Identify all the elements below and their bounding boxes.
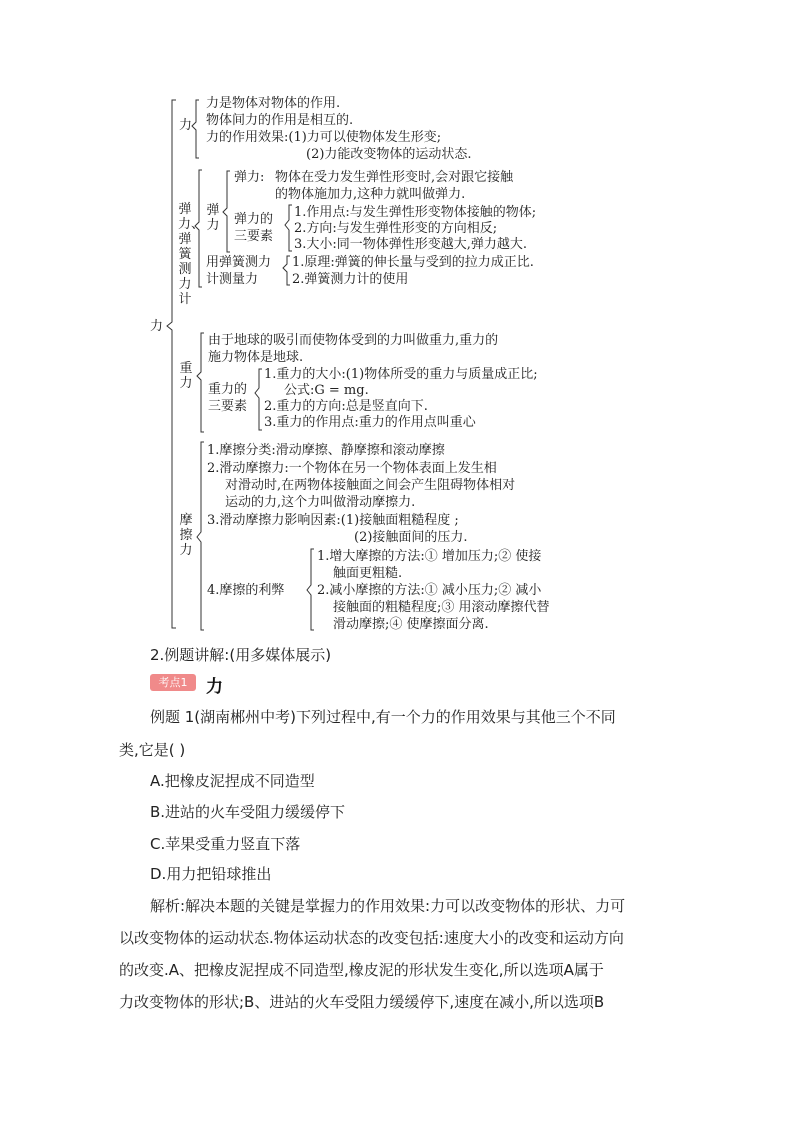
tanli-element-1: 1.作用点:与发生弹性形变物体接触的物体;	[294, 205, 537, 220]
analysis-line-2: 以改变物体的运动状态.物体运动状态的改变包括:速度大小的改变和运动方向	[119, 929, 624, 947]
li-line-1: 力是物体对物体的作用.	[206, 96, 341, 111]
mocali-line-4: 运动的力,这个力叫做滑动摩擦力.	[225, 495, 416, 510]
zhongli-point: 3.重力的作用点:重力的作用点叫重心	[264, 415, 476, 430]
tanli-elements-label-1: 弹力的	[234, 212, 274, 227]
tanli-element-2: 2.方向:与发生弹性形变的方向相反;	[294, 221, 498, 236]
option-d: D.用力把铅球推出	[150, 865, 272, 883]
mocali-decrease-1: 2.减小摩擦的方法:① 减小压力;② 减小	[317, 583, 542, 598]
mocali-line-6: (2)接触面间的压力.	[354, 530, 468, 545]
spring-item-2: 2.弹簧测力计的使用	[292, 272, 409, 287]
tanli-def-2: 的物体施加力,这种力就叫做弹力.	[275, 187, 466, 202]
question-stem-2: 类,它是( )	[119, 741, 186, 759]
spring-label-1: 用弹簧测力	[206, 255, 272, 270]
zhongli-size: 1.重力的大小:(1)物体所受的重力与质量成正比;	[264, 367, 538, 382]
zhongli-elements-label-2: 三要素	[208, 399, 248, 414]
mocali-line-3: 对滑动时,在两物体接触面之间会产生阻碍物体相对	[225, 478, 516, 493]
li-line-4: (2)力能改变物体的运动状态.	[306, 147, 472, 162]
tanli-element-3: 3.大小:同一物体弹性形变越大,弹力越大.	[294, 237, 528, 252]
tanli-def-label: 弹力:	[234, 170, 265, 185]
option-b: B.进站的火车受阻力缓缓停下	[150, 803, 346, 821]
li-line-2: 物体间力的作用是相互的.	[206, 113, 354, 128]
option-c: C.苹果受重力竖直下落	[150, 835, 301, 853]
spring-label-2: 计测量力	[206, 272, 259, 287]
tanli-elements-label-2: 三要素	[234, 229, 274, 244]
zhongli-def-2: 施力物体是地球.	[208, 350, 304, 365]
zhongli-title: 重力	[179, 361, 193, 391]
tanli-group-title: 弹力、弹簧测力计	[178, 202, 205, 307]
kaodian-tag: 考点1	[150, 674, 196, 691]
spring-item-1: 1.原理:弹簧的伸长量与受到的拉力成正比.	[292, 255, 534, 270]
section-label: 2.例题讲解:(用多媒体展示)	[150, 646, 332, 664]
mocali-line-5: 3.滑动摩擦力影响因素:(1)接触面粗糙程度 ;	[207, 513, 459, 528]
mocali-title: 摩擦力	[179, 513, 193, 558]
zhongli-formula: 公式:G = mg.	[284, 383, 369, 398]
li-title: 力	[179, 118, 193, 133]
mocali-increase-2: 触面更粗糙.	[333, 566, 403, 581]
li-line-3: 力的作用效果:(1)力可以使物体发生形变;	[206, 130, 442, 145]
zhongli-elements-label-1: 重力的	[208, 382, 248, 397]
option-a: A.把橡皮泥捏成不同造型	[150, 772, 315, 790]
mocali-decrease-2: 接触面的粗糙程度;③ 用滚动摩擦代替	[333, 600, 550, 615]
mocali-line-1: 1.摩擦分类:滑动摩擦、静摩擦和滚动摩擦	[207, 443, 445, 458]
mocali-decrease-3: 滑动摩擦;④ 使摩擦面分离.	[333, 617, 489, 632]
tanli-def-1: 物体在受力发生弹性形变时,会对跟它接触	[275, 170, 514, 185]
zhongli-direction: 2.重力的方向:总是竖直向下.	[264, 399, 428, 414]
mindmap-root: 力	[150, 319, 164, 334]
analysis-line-3: 的改变.A、把橡皮泥捏成不同造型,橡皮泥的形状发生变化,所以选项A属于	[119, 961, 604, 979]
tanli-title: 弹力	[206, 203, 220, 233]
mocali-increase-1: 1.增大摩擦的方法:① 增加压力;② 使接	[317, 549, 542, 564]
mocali-line-2: 2.滑动摩擦力:一个物体在另一个物体表面上发生相	[207, 461, 497, 476]
analysis-line-4: 力改变物体的形状;B、进站的火车受阻力缓缓停下,速度在减小,所以选项B	[119, 993, 605, 1011]
question-stem-1: 例题 1(湖南郴州中考)下列过程中,有一个力的作用效果与其他三个不同	[150, 708, 616, 726]
mocali-pros-cons-label: 4.摩擦的利弊	[207, 583, 285, 598]
zhongli-def-1: 由于地球的吸引而使物体受到的力叫做重力,重力的	[208, 333, 499, 348]
analysis-line-1: 解析:解决本题的关键是掌握力的作用效果:力可以改变物体的形状、力可	[150, 897, 626, 915]
kaodian-title: 力	[206, 677, 223, 697]
